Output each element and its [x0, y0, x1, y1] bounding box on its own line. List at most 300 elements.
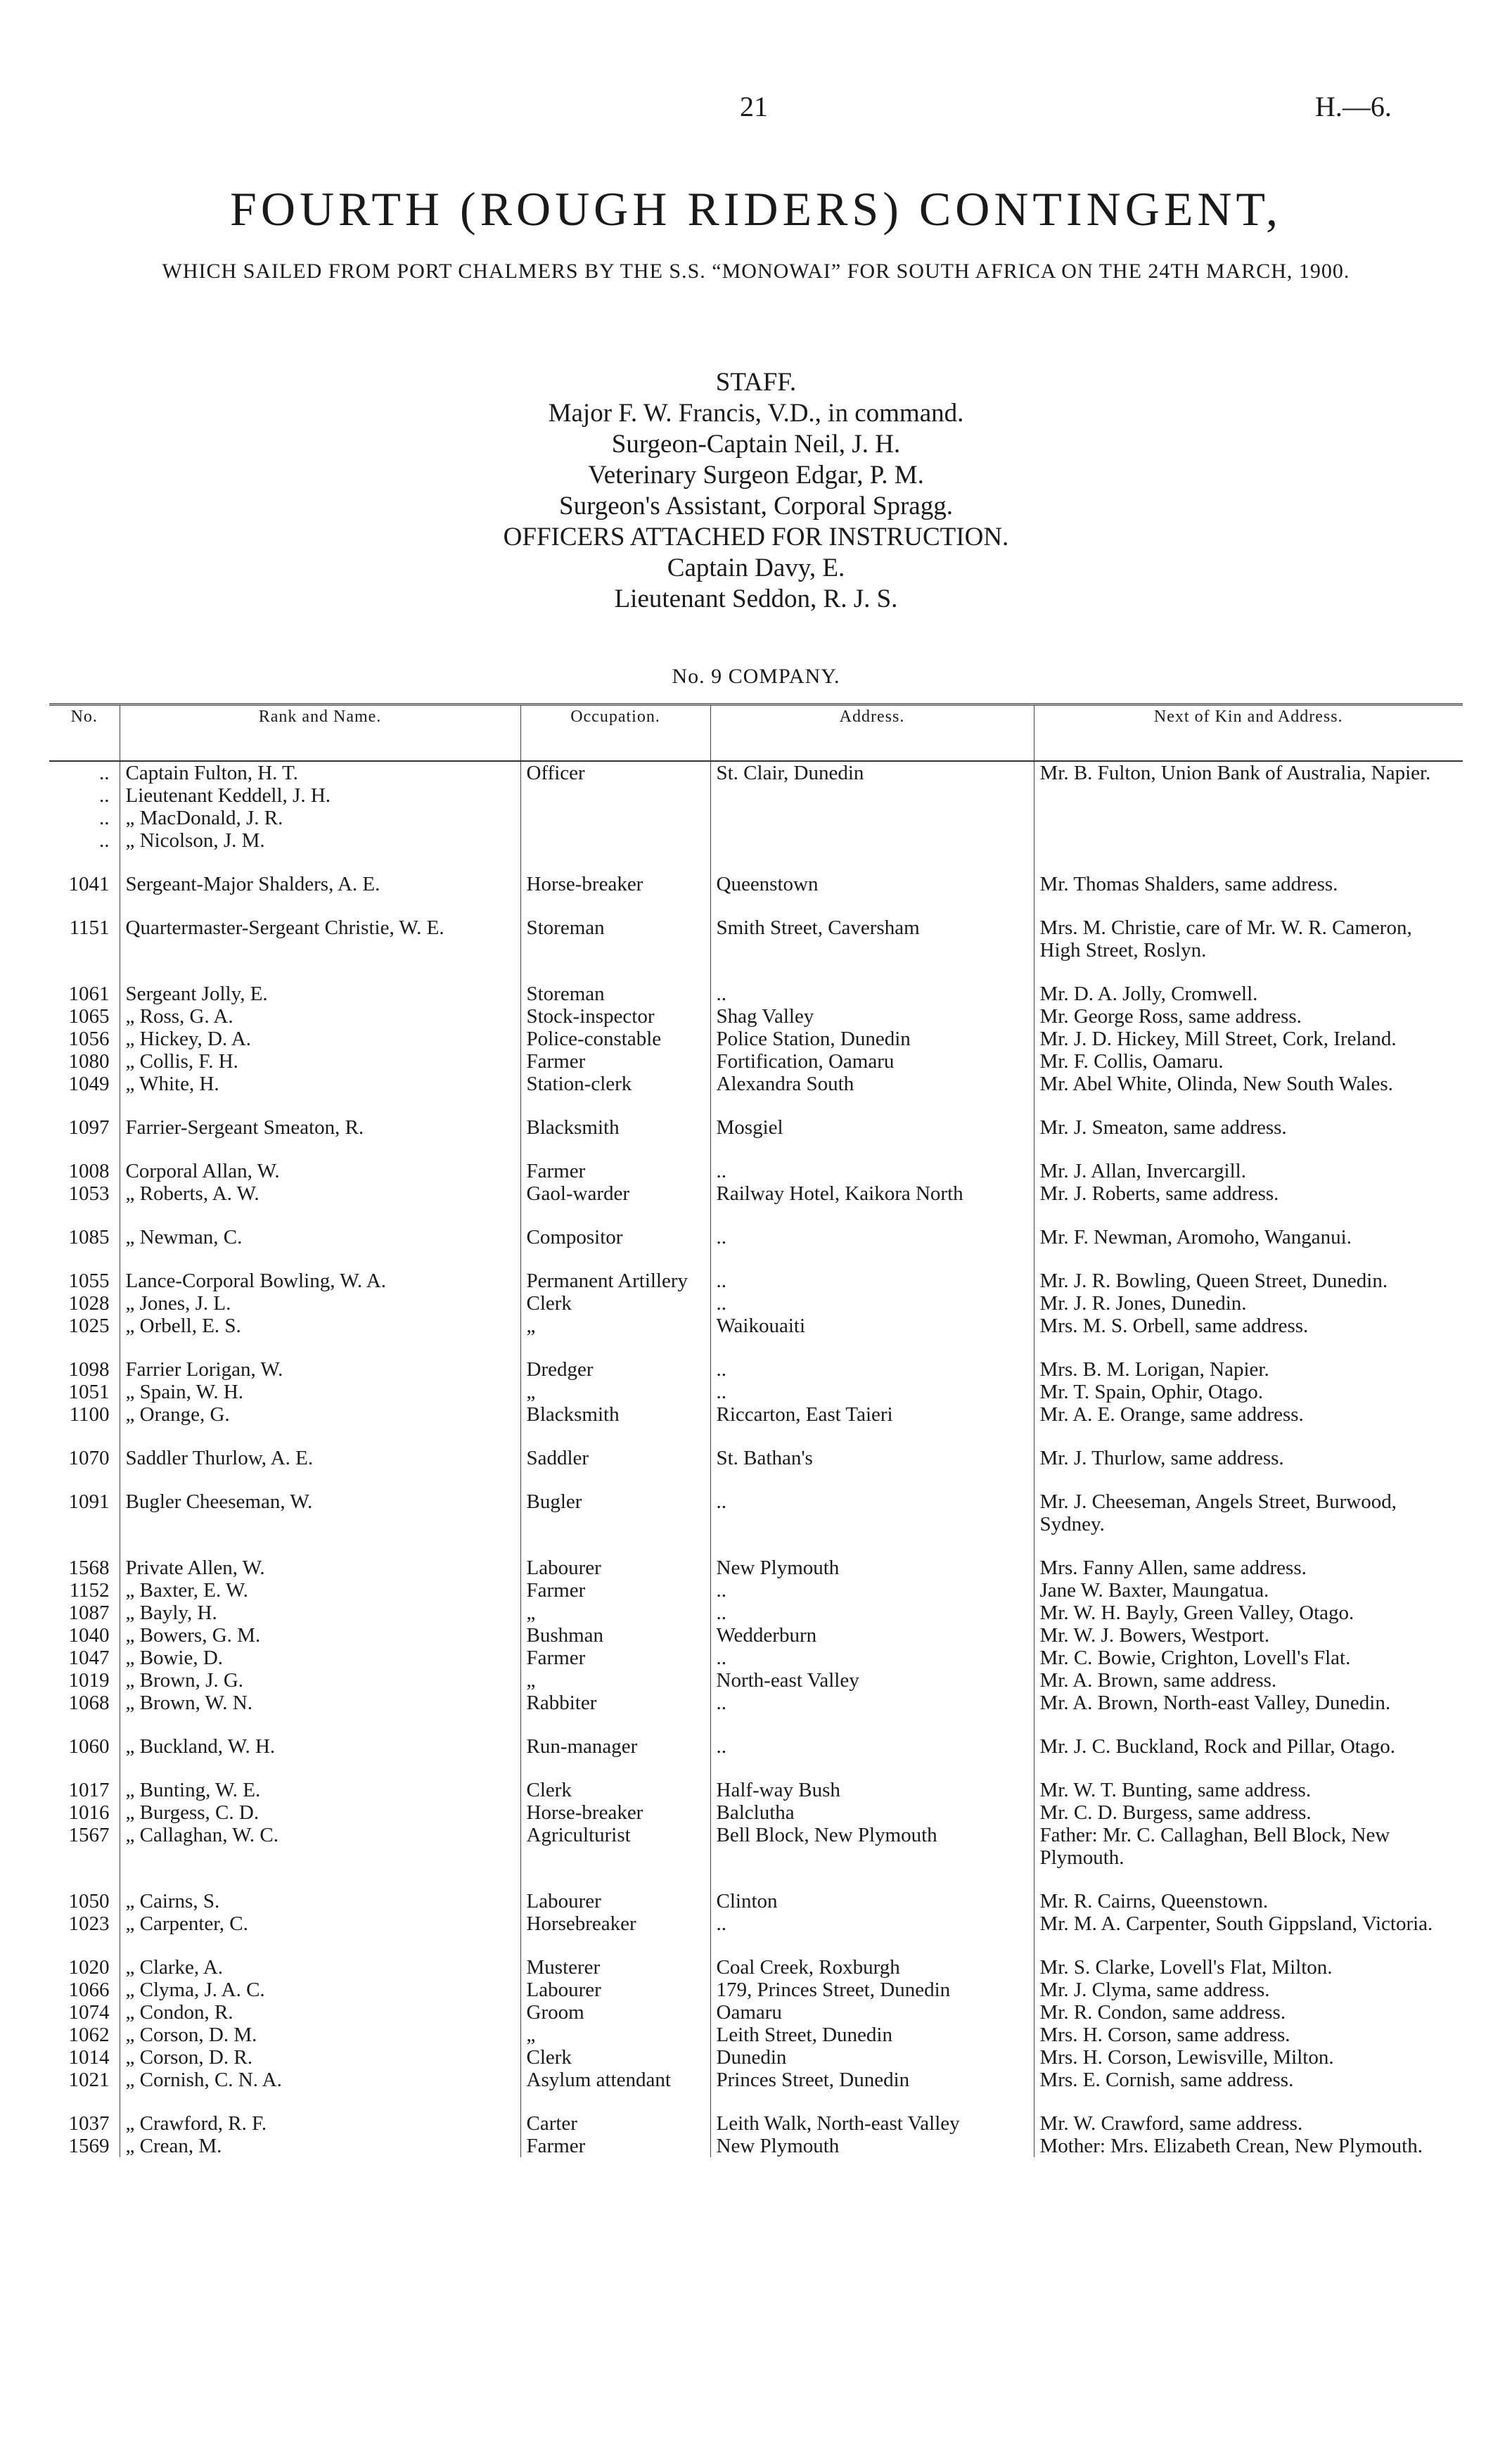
cell-rank-name: Saddler Thurlow, A. E. [120, 1447, 520, 1469]
table-row [49, 2135, 1463, 2157]
spacer-cell [1034, 1869, 1463, 1890]
cell-number: .. [99, 807, 110, 829]
cell-occupation: Permanent Artillery [520, 1270, 710, 1292]
cell-address: Fortification, Oamaru [710, 1050, 1034, 1073]
table-row [49, 1647, 1463, 1669]
cell-next-of-kin: Jane W. Baxter, Maungatua. [1034, 1579, 1463, 1602]
spacer-cell [520, 962, 710, 983]
cell-number: 1049 [68, 1073, 110, 1095]
cell-rank-name: „ White, H. [120, 1073, 520, 1095]
cell-occupation: Clerk [520, 1779, 710, 1801]
spacer-cell [1034, 1535, 1463, 1557]
cell-number: 1152 [69, 1579, 110, 1602]
table-row [49, 1073, 1463, 1095]
spacer-cell [120, 1426, 520, 1447]
cell-next-of-kin: Mr. B. Fulton, Union Bank of Australia, Napier. [1034, 761, 1463, 784]
cell-next-of-kin: Mother: Mrs. Elizabeth Crean, New Plymouth. [1034, 2135, 1463, 2157]
cell-rank-name: „ Bowers, G. M. [120, 1624, 520, 1647]
cell-number: 1061 [68, 983, 110, 1005]
spacer-cell [120, 1935, 520, 1956]
table-row [49, 807, 1463, 829]
cell-address: Smith Street, Caversham [710, 916, 1034, 962]
staff-line: Surgeon-Captain Neil, J. H. [611, 430, 901, 459]
table-row [49, 1270, 1463, 1292]
cell-number: 1028 [68, 1292, 110, 1315]
cell-rank-name: Lance-Corporal Bowling, W. A. [120, 1270, 520, 1292]
cell-address: Clinton [710, 1890, 1034, 1912]
row-spacer [49, 1869, 1463, 1890]
table-row [49, 1956, 1463, 1979]
cell-number: 1568 [68, 1557, 110, 1579]
cell-address: Alexandra South [710, 1073, 1034, 1095]
cell-rank-name: „ Clarke, A. [120, 1956, 520, 1979]
table-row [49, 1735, 1463, 1758]
cell-rank-name: „ Baxter, E. W. [120, 1579, 520, 1602]
cell-address: St. Clair, Dunedin [710, 761, 1034, 784]
cell-number: 1091 [68, 1490, 110, 1513]
spacer-cell [120, 1248, 520, 1270]
spacer-cell [49, 1248, 120, 1270]
cell-occupation: Storeman [520, 916, 710, 962]
cell-occupation: Asylum attendant [520, 2069, 710, 2091]
cell-occupation: Horse-breaker [520, 1801, 710, 1824]
cell-rank-name: „ Spain, W. H. [120, 1381, 520, 1403]
cell-rank-name: Lieutenant Keddell, J. H. [120, 784, 520, 807]
cell-next-of-kin: Mr. J. Smeaton, same address. [1034, 1116, 1463, 1139]
cell-address: .. [710, 1912, 1034, 1935]
cell-address: .. [710, 983, 1034, 1005]
cell-rank-name: „ Cornish, C. N. A. [120, 2069, 520, 2091]
spacer-cell [49, 1869, 120, 1890]
spacer-cell [520, 1139, 710, 1160]
cell-occupation: Dredger [520, 1358, 710, 1381]
table-row [49, 1557, 1463, 1579]
spacer-cell [520, 1535, 710, 1557]
spacer-cell [520, 1337, 710, 1358]
cell-number: 1023 [68, 1912, 110, 1935]
cell-occupation: Clerk [520, 1292, 710, 1315]
table-row [49, 784, 1463, 807]
cell-next-of-kin: Mrs. H. Corson, same address. [1034, 2024, 1463, 2046]
row-spacer [49, 1758, 1463, 1779]
cell-number: 1074 [68, 2001, 110, 2024]
table-row [49, 1624, 1463, 1647]
cell-rank-name: Bugler Cheeseman, W. [120, 1490, 520, 1535]
row-spacer [49, 1714, 1463, 1735]
cell-next-of-kin: Mr. A. Brown, North-east Valley, Dunedin. [1034, 1692, 1463, 1714]
cell-next-of-kin: Mr. F. Collis, Oamaru. [1034, 1050, 1463, 1073]
spacer-cell [520, 1205, 710, 1226]
row-spacer [49, 1469, 1463, 1490]
staff-block [0, 367, 1512, 615]
cell-number: 1085 [68, 1226, 110, 1248]
column-header-address: Address. [710, 705, 1034, 762]
table-row [49, 1050, 1463, 1073]
cell-address: Police Station, Dunedin [710, 1028, 1034, 1050]
cell-number: 1068 [68, 1692, 110, 1714]
row-spacer [49, 1426, 1463, 1447]
cell-next-of-kin: Mr. W. T. Bunting, same address. [1034, 1779, 1463, 1801]
table-row [49, 829, 1463, 852]
cell-number: .. [99, 762, 110, 784]
cell-number: 1037 [68, 2112, 110, 2135]
spacer-cell [49, 852, 120, 873]
table-row [49, 1381, 1463, 1403]
cell-occupation: „ [520, 1602, 710, 1624]
spacer-cell [710, 1248, 1034, 1270]
cell-number: 1569 [68, 2135, 110, 2157]
cell-occupation: Run-manager [520, 1735, 710, 1758]
document-title: FOURTH (ROUGH RIDERS) CONTINGENT, [230, 182, 1282, 236]
row-spacer [49, 962, 1463, 983]
spacer-cell [120, 1205, 520, 1226]
officer-line: Captain Davy, E. [667, 554, 845, 582]
cell-address: .. [710, 1270, 1034, 1292]
table-row [49, 1116, 1463, 1139]
cell-next-of-kin: Mr. Abel White, Olinda, New South Wales. [1034, 1073, 1463, 1095]
spacer-cell [120, 1095, 520, 1116]
cell-rank-name: „ Burgess, C. D. [120, 1801, 520, 1824]
cell-address: .. [710, 1602, 1034, 1624]
cell-next-of-kin: Mrs. E. Cornish, same address. [1034, 2069, 1463, 2091]
cell-address: North-east Valley [710, 1669, 1034, 1692]
row-spacer [49, 1248, 1463, 1270]
spacer-cell [710, 1095, 1034, 1116]
cell-occupation: Blacksmith [520, 1116, 710, 1139]
cell-next-of-kin: Mr. George Ross, same address. [1034, 1005, 1463, 1028]
cell-number: 1016 [68, 1801, 110, 1824]
spacer-cell [1034, 2091, 1463, 2112]
cell-number: 1080 [68, 1050, 110, 1073]
table-row [49, 1160, 1463, 1182]
cell-rank-name: „ Orange, G. [120, 1403, 520, 1426]
page-number: 21 [740, 91, 768, 122]
roll-table [49, 703, 1463, 2157]
spacer-cell [49, 895, 120, 916]
cell-rank-name: Quartermaster-Sergeant Christie, W. E. [120, 916, 520, 962]
cell-next-of-kin [1034, 807, 1463, 829]
cell-address: .. [710, 1160, 1034, 1182]
spacer-cell [710, 1337, 1034, 1358]
cell-next-of-kin: Mr. M. A. Carpenter, South Gippsland, Victoria. [1034, 1912, 1463, 1935]
cell-occupation: Storeman [520, 983, 710, 1005]
cell-address: .. [710, 1692, 1034, 1714]
spacer-cell [49, 2091, 120, 2112]
spacer-cell [120, 1337, 520, 1358]
cell-address: 179, Princes Street, Dunedin [710, 1979, 1034, 2001]
table-row [49, 1979, 1463, 2001]
table-row [49, 2046, 1463, 2069]
cell-number: 1065 [68, 1005, 110, 1028]
cell-number: 1021 [68, 2069, 110, 2091]
spacer-cell [710, 1714, 1034, 1735]
cell-rank-name: Sergeant-Major Shalders, A. E. [120, 873, 520, 895]
cell-address: New Plymouth [710, 1557, 1034, 1579]
spacer-cell [1034, 1469, 1463, 1490]
table-row [49, 983, 1463, 1005]
cell-address: Dunedin [710, 2046, 1034, 2069]
spacer-cell [520, 1248, 710, 1270]
cell-occupation: Horse-breaker [520, 873, 710, 895]
cell-number: 1041 [68, 873, 110, 895]
table-row [49, 1890, 1463, 1912]
spacer-cell [710, 962, 1034, 983]
cell-next-of-kin: Mr. R. Condon, same address. [1034, 2001, 1463, 2024]
cell-rank-name: „ Carpenter, C. [120, 1912, 520, 1935]
cell-next-of-kin: Mrs. M. Christie, care of Mr. W. R. Cameron, High Street, Roslyn. [1034, 916, 1463, 962]
table-row [49, 1490, 1463, 1535]
spacer-cell [1034, 852, 1463, 873]
cell-occupation [520, 784, 710, 807]
cell-next-of-kin: Mr. D. A. Jolly, Cromwell. [1034, 983, 1463, 1005]
cell-address: Princes Street, Dunedin [710, 2069, 1034, 2091]
row-spacer [49, 2091, 1463, 2112]
table-row [49, 1779, 1463, 1801]
spacer-cell [710, 2091, 1034, 2112]
spacer-cell [120, 852, 520, 873]
cell-rank-name: „ Crawford, R. F. [120, 2112, 520, 2135]
spacer-cell [520, 1469, 710, 1490]
cell-number: 1047 [68, 1647, 110, 1669]
spacer-cell [49, 1426, 120, 1447]
spacer-cell [1034, 1337, 1463, 1358]
cell-address: Queenstown [710, 873, 1034, 895]
cell-occupation: Rabbiter [520, 1692, 710, 1714]
cell-occupation: Agriculturist [520, 1824, 710, 1869]
cell-address: Coal Creek, Roxburgh [710, 1956, 1034, 1979]
spacer-cell [710, 1469, 1034, 1490]
spacer-cell [520, 1426, 710, 1447]
spacer-cell [1034, 1935, 1463, 1956]
cell-address: .. [710, 1490, 1034, 1535]
spacer-cell [710, 1426, 1034, 1447]
cell-address: Wedderburn [710, 1624, 1034, 1647]
cell-occupation: Farmer [520, 1050, 710, 1073]
spacer-cell [1034, 895, 1463, 916]
spacer-cell [1034, 1095, 1463, 1116]
page-code: H.—6. [1315, 91, 1392, 122]
row-spacer [49, 1535, 1463, 1557]
table-body [49, 761, 1463, 2157]
spacer-cell [710, 852, 1034, 873]
spacer-cell [520, 1758, 710, 1779]
cell-address: Leith Walk, North-east Valley [710, 2112, 1034, 2135]
spacer-cell [120, 1758, 520, 1779]
cell-address: Bell Block, New Plymouth [710, 1824, 1034, 1869]
spacer-cell [49, 1139, 120, 1160]
cell-address: .. [710, 1647, 1034, 1669]
spacer-cell [1034, 1426, 1463, 1447]
officer-line: Lieutenant Seddon, R. J. S. [614, 585, 898, 613]
cell-occupation: Horsebreaker [520, 1912, 710, 1935]
cell-next-of-kin: Mr. C. D. Burgess, same address. [1034, 1801, 1463, 1824]
cell-number: 1017 [68, 1779, 110, 1801]
cell-number: 1040 [68, 1624, 110, 1647]
staff-line: Surgeon's Assistant, Corporal Spragg. [559, 492, 953, 520]
spacer-cell [49, 1935, 120, 1956]
spacer-cell [1034, 1248, 1463, 1270]
cell-rank-name: „ Buckland, W. H. [120, 1735, 520, 1758]
cell-number: 1062 [68, 2024, 110, 2046]
cell-address [710, 807, 1034, 829]
cell-next-of-kin: Mrs. B. M. Lorigan, Napier. [1034, 1358, 1463, 1381]
cell-rank-name: „ Bunting, W. E. [120, 1779, 520, 1801]
cell-rank-name: Captain Fulton, H. T. [120, 761, 520, 784]
spacer-cell [1034, 962, 1463, 983]
cell-next-of-kin: Mrs. H. Corson, Lewisville, Milton. [1034, 2046, 1463, 2069]
cell-address: Riccarton, East Taieri [710, 1403, 1034, 1426]
table-row [49, 2024, 1463, 2046]
cell-address: Mosgiel [710, 1116, 1034, 1139]
cell-next-of-kin: Mr. F. Newman, Aromoho, Wanganui. [1034, 1226, 1463, 1248]
cell-next-of-kin: Mr. J. R. Jones, Dunedin. [1034, 1292, 1463, 1315]
spacer-cell [1034, 1205, 1463, 1226]
cell-occupation: Labourer [520, 1557, 710, 1579]
spacer-cell [120, 1535, 520, 1557]
cell-next-of-kin: Mr. W. H. Bayly, Green Valley, Otago. [1034, 1602, 1463, 1624]
cell-address [710, 829, 1034, 852]
cell-next-of-kin: Mr. J. R. Bowling, Queen Street, Dunedin. [1034, 1270, 1463, 1292]
cell-next-of-kin: Mrs. Fanny Allen, same address. [1034, 1557, 1463, 1579]
spacer-cell [710, 1535, 1034, 1557]
row-spacer [49, 1095, 1463, 1116]
column-header-no: No. [49, 705, 120, 762]
cell-next-of-kin: Mr. C. Bowie, Crighton, Lovell's Flat. [1034, 1647, 1463, 1669]
cell-address: Leith Street, Dunedin [710, 2024, 1034, 2046]
cell-rank-name: „ Bayly, H. [120, 1602, 520, 1624]
cell-number: 1014 [68, 2046, 110, 2069]
cell-number: 1025 [68, 1315, 110, 1337]
row-spacer [49, 1337, 1463, 1358]
cell-rank-name: „ Jones, J. L. [120, 1292, 520, 1315]
cell-next-of-kin: Mr. J. C. Buckland, Rock and Pillar, Otago. [1034, 1735, 1463, 1758]
table-row [49, 1358, 1463, 1381]
document-subtitle: WHICH SAILED FROM PORT CHALMERS BY THE S.S. “MONOWAI” FOR SOUTH AFRICA ON THE 24TH MARCH, 1900. [162, 260, 1350, 283]
spacer-cell [120, 962, 520, 983]
cell-number: 1050 [68, 1890, 110, 1912]
cell-number: 1151 [69, 916, 110, 939]
cell-occupation: Musterer [520, 1956, 710, 1979]
table-row [49, 1669, 1463, 1692]
spacer-cell [120, 1869, 520, 1890]
cell-number: 1098 [68, 1358, 110, 1381]
cell-rank-name: Farrier-Sergeant Smeaton, R. [120, 1116, 520, 1139]
row-spacer [49, 1139, 1463, 1160]
table-row [49, 873, 1463, 895]
officers-heading: OFFICERS ATTACHED FOR INSTRUCTION. [503, 523, 1009, 551]
table-row [49, 1692, 1463, 1714]
cell-occupation: Farmer [520, 1160, 710, 1182]
cell-next-of-kin [1034, 829, 1463, 852]
staff-line: Veterinary Surgeon Edgar, P. M. [588, 461, 924, 490]
cell-rank-name: Corporal Allan, W. [120, 1160, 520, 1182]
cell-occupation: Clerk [520, 2046, 710, 2069]
cell-address: St. Bathan's [710, 1447, 1034, 1469]
cell-number: 1055 [68, 1270, 110, 1292]
spacer-cell [49, 1535, 120, 1557]
cell-number: 1051 [68, 1381, 110, 1403]
table-row [49, 1005, 1463, 1028]
cell-next-of-kin: Mr. S. Clarke, Lovell's Flat, Milton. [1034, 1956, 1463, 1979]
cell-occupation: Bushman [520, 1624, 710, 1647]
cell-rank-name: „ Bowie, D. [120, 1647, 520, 1669]
table-row [49, 1579, 1463, 1602]
cell-next-of-kin: Mr. A. Brown, same address. [1034, 1669, 1463, 1692]
cell-occupation [520, 829, 710, 852]
cell-next-of-kin: Mr. J. Cheeseman, Angels Street, Burwood, Sydney. [1034, 1490, 1463, 1535]
cell-rank-name: „ Brown, J. G. [120, 1669, 520, 1692]
cell-address: Shag Valley [710, 1005, 1034, 1028]
cell-next-of-kin [1034, 784, 1463, 807]
cell-address: .. [710, 1358, 1034, 1381]
cell-rank-name: Sergeant Jolly, E. [120, 983, 520, 1005]
cell-next-of-kin: Mrs. M. S. Orbell, same address. [1034, 1315, 1463, 1337]
cell-rank-name: „ Crean, M. [120, 2135, 520, 2157]
spacer-cell [49, 1714, 120, 1735]
cell-number: .. [99, 829, 110, 852]
spacer-cell [520, 1935, 710, 1956]
column-header-occupation: Occupation. [520, 705, 710, 762]
spacer-cell [120, 1714, 520, 1735]
spacer-cell [49, 1758, 120, 1779]
cell-occupation: Station-clerk [520, 1073, 710, 1095]
cell-number: 1053 [68, 1182, 110, 1205]
cell-rank-name: „ Roberts, A. W. [120, 1182, 520, 1205]
cell-address: .. [710, 1381, 1034, 1403]
cell-rank-name: „ Hickey, D. A. [120, 1028, 520, 1050]
cell-next-of-kin: Mr. Thomas Shalders, same address. [1034, 873, 1463, 895]
spacer-cell [520, 2091, 710, 2112]
spacer-cell [710, 1935, 1034, 1956]
cell-next-of-kin: Mr. T. Spain, Ophir, Otago. [1034, 1381, 1463, 1403]
cell-occupation: Gaol-warder [520, 1182, 710, 1205]
cell-rank-name: „ Brown, W. N. [120, 1692, 520, 1714]
cell-occupation: Labourer [520, 1979, 710, 2001]
spacer-cell [120, 2091, 520, 2112]
spacer-cell [710, 1869, 1034, 1890]
table-row [49, 916, 1463, 962]
table-row [49, 1028, 1463, 1050]
spacer-cell [520, 895, 710, 916]
spacer-cell [710, 895, 1034, 916]
cell-next-of-kin: Mr. J. Roberts, same address. [1034, 1182, 1463, 1205]
table-row [49, 1824, 1463, 1869]
cell-address: Railway Hotel, Kaikora North [710, 1182, 1034, 1205]
spacer-cell [710, 1758, 1034, 1779]
table-row [49, 2112, 1463, 2135]
table-row [49, 1315, 1463, 1337]
cell-next-of-kin: Mr. J. Clyma, same address. [1034, 1979, 1463, 2001]
spacer-cell [49, 1095, 120, 1116]
table-row [49, 1447, 1463, 1469]
spacer-cell [120, 1469, 520, 1490]
cell-occupation: „ [520, 1669, 710, 1692]
spacer-cell [120, 1139, 520, 1160]
row-spacer [49, 895, 1463, 916]
cell-next-of-kin: Mr. J. Thurlow, same address. [1034, 1447, 1463, 1469]
column-header-next-of-kin: Next of Kin and Address. [1034, 705, 1463, 762]
cell-occupation: „ [520, 1381, 710, 1403]
cell-number: 1019 [68, 1669, 110, 1692]
cell-rank-name: „ Callaghan, W. C. [120, 1824, 520, 1869]
cell-rank-name: Farrier Lorigan, W. [120, 1358, 520, 1381]
cell-rank-name: „ MacDonald, J. R. [120, 807, 520, 829]
cell-rank-name: „ Newman, C. [120, 1226, 520, 1248]
cell-occupation: Farmer [520, 1647, 710, 1669]
cell-occupation: Labourer [520, 1890, 710, 1912]
cell-number: 1056 [68, 1028, 110, 1050]
cell-next-of-kin: Mr. W. Crawford, same address. [1034, 2112, 1463, 2135]
